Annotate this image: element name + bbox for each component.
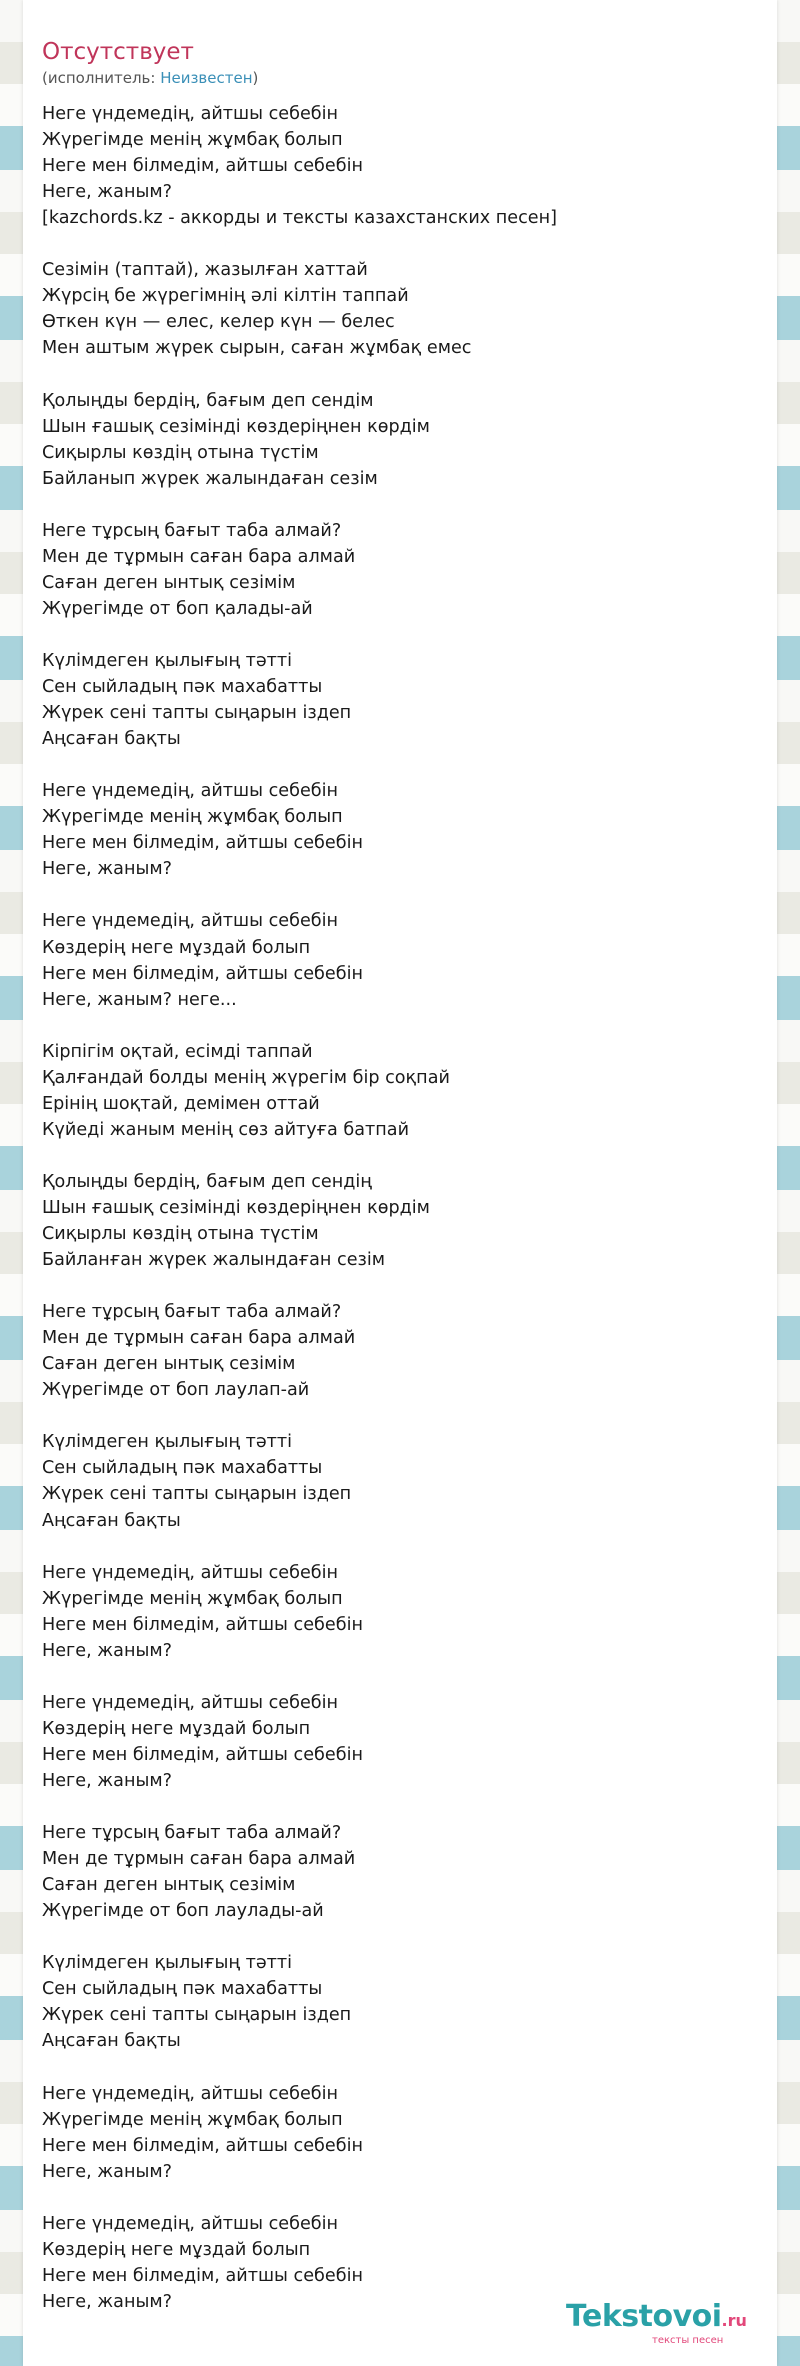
lyric-line: Неге, жаным? [42, 1640, 172, 1661]
lyric-line: Жүрегімде менің жұмбақ болып [42, 807, 343, 828]
logo-wordmark [566, 2300, 747, 2338]
artist-prefix: (исполнитель: [42, 69, 161, 87]
lyric-line: Жүрек сені тапты сыңарын іздеп [42, 1484, 352, 1505]
lyric-line: Неге үндемедің, айтшы себебін [42, 781, 339, 802]
stanza-break [42, 231, 762, 257]
logo-name: Tekstovoi [566, 2299, 722, 2334]
lyric-line: Ерінің шоқтай, демімен оттай [42, 1093, 320, 1114]
lyric-line: Неге үндемедің, айтшы себебін [42, 2083, 339, 2104]
lyric-line: Неге, жаным? [42, 859, 172, 880]
stanza-break [42, 1013, 762, 1039]
stanza-break [42, 2185, 762, 2211]
lyric-line: Сен сыйладың пәк махабатты [42, 677, 323, 698]
lyric-line: Мен де тұрмын саған бара алмай [42, 1328, 356, 1349]
stanza-break [42, 1924, 762, 1950]
stanza-break [42, 1143, 762, 1169]
lyric-line: Жүрек сені тапты сыңарын іздеп [42, 703, 352, 724]
lyric-line: Мен де тұрмын саған бара алмай [42, 546, 356, 567]
lyric-line: Саған деген ынтық сезімім [42, 1354, 296, 1375]
lyric-line: Жүрегімде менің жұмбақ болып [42, 2109, 343, 2130]
lyric-line: Байланған жүрек жалындаған сезім [42, 1250, 386, 1271]
lyric-line: Жүрегімде от боп лаулады-ай [42, 1901, 324, 1922]
lyric-line: Мен де тұрмын саған бара алмай [42, 1849, 356, 1870]
lyric-line: Саған деген ынтық сезімім [42, 572, 296, 593]
site-logo[interactable] [566, 2300, 766, 2350]
lyric-line: Мен аштым жүрек сырын, саған жұмбақ емес [42, 338, 472, 359]
lyric-line: Неге мен білмедім, айтшы себебін [42, 2135, 363, 2156]
lyric-line: Аңсаған бақты [42, 1510, 181, 1531]
lyric-line: Неге мен білмедім, айтшы себебін [42, 1744, 363, 1765]
logo-tld: .ru [721, 2311, 747, 2330]
lyric-line: Саған деген ынтық сезімім [42, 1875, 296, 1896]
stanza-break [42, 622, 762, 648]
stanza-break [42, 1794, 762, 1820]
lyric-line: Байланып жүрек жалындаған сезім [42, 468, 378, 489]
lyric-line: Сиқырлы көздің отына түстім [42, 1224, 319, 1245]
stanza-break [42, 2055, 762, 2081]
lyric-line: Неге үндемедің, айтшы себебін [42, 1692, 339, 1713]
lyric-line: Неге, жаным? [42, 2161, 172, 2182]
lyric-line: Неге, жаным? [42, 182, 172, 203]
lyric-line: Жүрегімде менің жұмбақ болып [42, 130, 343, 151]
lyric-line: Қалғандай болды менің жүрегім бір соқпай [42, 1067, 450, 1088]
stanza-break [42, 752, 762, 778]
stanza-break [42, 361, 762, 387]
lyric-line: Күлімдеген қылығың тәтті [42, 1953, 293, 1974]
lyric-line: Жүрегімде от боп лаулап-ай [42, 1380, 310, 1401]
lyric-line: Көздерің неге мұздай болып [42, 1718, 311, 1739]
lyric-line: Шын ғашық сезімінді көздеріңнен көрдім [42, 416, 430, 437]
lyric-line: Көздерің неге мұздай болып [42, 937, 311, 958]
lyric-line: Сиқырлы көздің отына түстім [42, 442, 319, 463]
lyric-line: Күлімдеген қылығың тәтті [42, 1432, 293, 1453]
lyric-line: Неге тұрсың бағыт таба алмай? [42, 1823, 342, 1844]
lyric-line: Аңсаған бақты [42, 2031, 181, 2052]
lyric-line: Неге мен білмедім, айтшы себебін [42, 156, 363, 177]
lyric-line: Күйеді жаным менің сөз айтуға батпай [42, 1119, 410, 1140]
lyric-line: Неге үндемедің, айтшы себебін [42, 911, 339, 932]
lyric-line: Аңсаған бақты [42, 729, 181, 750]
song-title: Отсутствует [42, 39, 194, 65]
lyric-line: Неге тұрсың бағыт таба алмай? [42, 1302, 342, 1323]
stanza-break [42, 1273, 762, 1299]
stanza-break [42, 1534, 762, 1560]
lyric-line: Шын ғашық сезімінді көздеріңнен көрдім [42, 1197, 430, 1218]
lyric-line: [kazchords.kz - аккорды и тексты казахстанских песен] [42, 208, 557, 229]
lyric-line: Жүрек сені тапты сыңарын іздеп [42, 2005, 352, 2026]
logo-tagline: тексты песен [652, 2335, 724, 2346]
artist-suffix: ) [252, 69, 259, 87]
artist-link[interactable]: Неизвестен [160, 69, 253, 87]
lyric-line: Сен сыйладың пәк махабатты [42, 1458, 323, 1479]
lyrics-text [42, 101, 762, 2315]
lyric-line: Сезімін (таптай), жазылған хаттай [42, 260, 368, 281]
lyric-line: Жүрсің бе жүрегімнің әлі кілтін таппай [42, 286, 409, 307]
lyric-line: Неге үндемедің, айтшы себебін [42, 104, 339, 124]
lyric-line: Өткен күн — елес, келер күн — белес [42, 312, 395, 333]
lyric-line: Кірпігім оқтай, есімді таппай [42, 1041, 313, 1062]
lyric-line: Көздерің неге мұздай болып [42, 2239, 311, 2260]
lyric-line: Қолыңды бердің, бағым деп сендің [42, 1171, 372, 1192]
lyric-line: Жүрегімде менің жұмбақ болып [42, 1588, 343, 1609]
lyric-line: Неге, жаным? [42, 2291, 172, 2312]
artist-line [42, 69, 258, 87]
lyric-line: Күлімдеген қылығың тәтті [42, 650, 293, 671]
lyric-line: Неге, жаным? [42, 1771, 172, 1791]
lyric-line: Қолыңды бердің, бағым деп сендім [42, 390, 374, 411]
lyric-line: Неге тұрсың бағыт таба алмай? [42, 520, 342, 541]
lyric-line: Неге, жаным? неге... [42, 989, 237, 1010]
lyric-line: Жүрегімде от боп қалады-ай [42, 598, 313, 619]
lyric-line: Неге үндемедің, айтшы себебін [42, 1562, 339, 1583]
lyric-line: Неге мен білмедім, айтшы себебін [42, 2265, 363, 2286]
stanza-break [42, 882, 762, 908]
stanza-break [42, 1664, 762, 1690]
lyric-line: Неге мен білмедім, айтшы себебін [42, 833, 363, 854]
stanza-break [42, 492, 762, 518]
lyric-line: Неге үндемедің, айтшы себебін [42, 2213, 339, 2234]
lyric-line: Неге мен білмедім, айтшы себебін [42, 1614, 363, 1635]
lyric-line: Сен сыйладың пәк махабатты [42, 1979, 323, 2000]
stanza-break [42, 1403, 762, 1429]
lyric-line: Неге мен білмедім, айтшы себебін [42, 963, 363, 984]
